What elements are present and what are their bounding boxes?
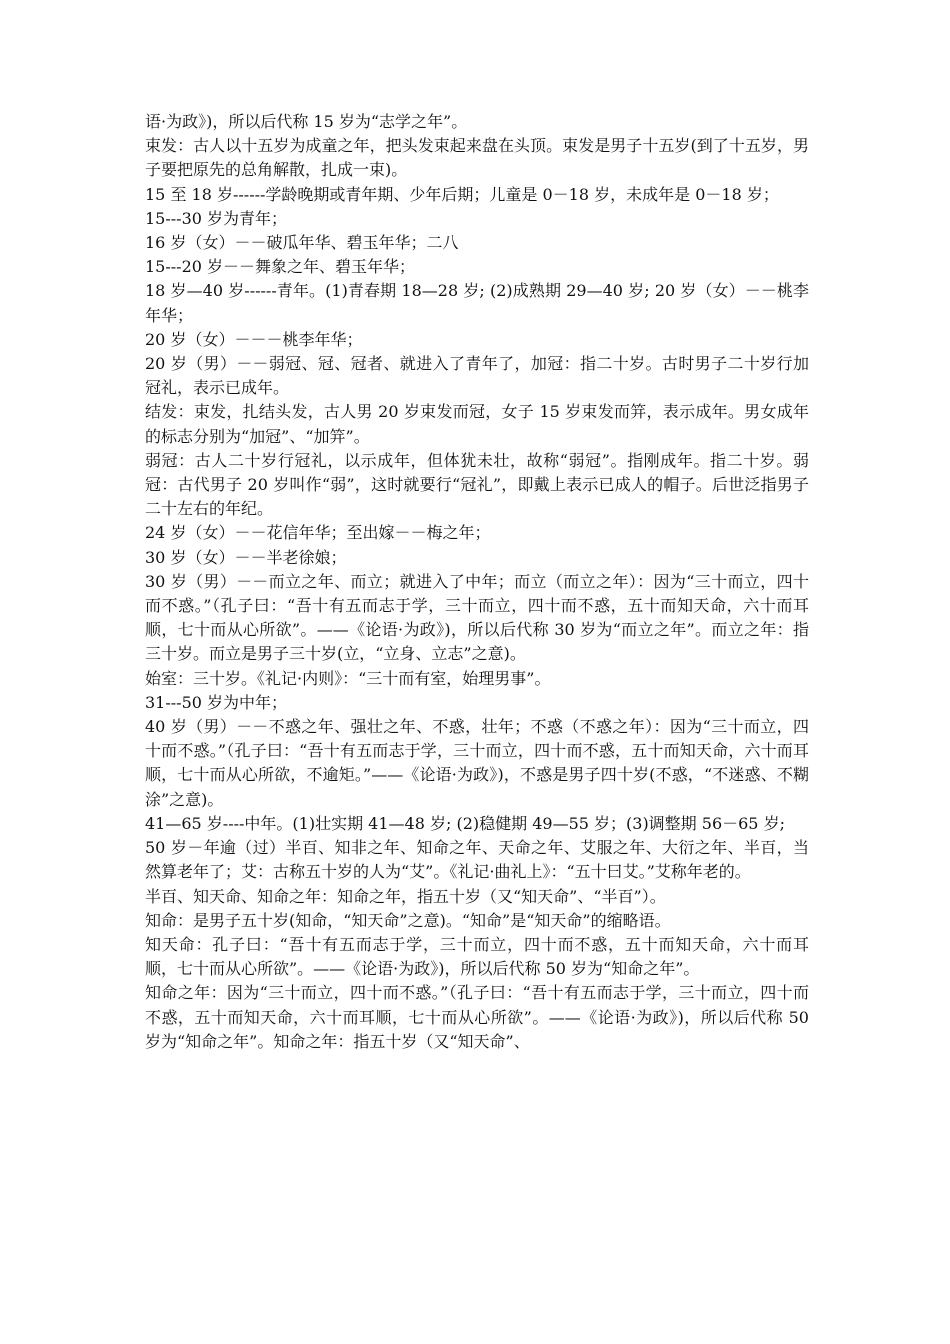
paragraph: 知命之年：因为“三十而立，四十而不惑。”（孔子曰：“吾十有五而志于学，三十而立，四十而不惑，五十而知天命，六十而耳顺，七十而从心所欲”。——《论语·为政》)，所以后代称 50 岁为“知命之年”。知命之年：指五十岁（又“知天命”、: [145, 983, 809, 1051]
paragraph: 50 岁－年逾（过）半百、知非之年、知命之年、天命之年、艾服之年、大衍之年、半百，当然算老年了；艾：古称五十岁的人为“艾”。《礼记·曲礼上》：“五十曰艾。”艾称年老的。: [145, 838, 809, 882]
document-body: [145, 110, 809, 1054]
paragraph: 31---50 岁为中年；: [145, 692, 288, 712]
paragraph: 40 岁（男）－－不惑之年、强壮之年、不惑，壮年；不惑（不惑之年）：因为“三十而立，四十而不惑。”（孔子曰：“吾十有五而志于学，三十而立，四十而不惑，五十而知天命，六十而耳顺，七十而从心所欲，不逾矩。”——《论语·为政》)，不惑是男子四十岁(不惑，“不迷惑、不糊涂”之意)。: [145, 717, 809, 809]
paragraph: 20 岁（女）－－－桃李年华；: [145, 329, 363, 349]
paragraph: 18 岁—40 岁------青年。(1)青春期 18—28 岁; (2)成熟期 29—40 岁; 20 岁（女）－－桃李年华；: [145, 281, 809, 325]
paragraph: 知天命：孔子曰：“吾十有五而志于学，三十而立，四十而不惑，五十而知天命，六十而耳顺，七十而从心所欲”。——《论语·为政》)，所以后代称 50 岁为“知命之年”。: [145, 934, 809, 979]
paragraph: 弱冠：古人二十岁行冠礼，以示成年，但体犹未壮，故称“弱冠”。指刚成年。指二十岁。弱冠：古代男子 20 岁叫作“弱”，这时就要行“冠礼”，即戴上表示已成人的帽子。后世泛指男子二十左右的年纪。: [145, 450, 809, 519]
paragraph: 30 岁（女）－－半老徐娘；: [145, 547, 347, 567]
paragraph: 知命：是男子五十岁(知命，“知天命”之意)。“知命”是“知天命”的缩略语。: [145, 910, 671, 930]
paragraph: 始室：三十岁。《礼记·内则》：“三十而有室，始理男事”。: [145, 668, 551, 688]
paragraph: 15---30 岁为青年；: [145, 208, 288, 228]
paragraph: 20 岁（男）－－弱冠、冠、冠者、就进入了青年了，加冠：指二十岁。古时男子二十岁行加冠礼，表示已成年。: [145, 354, 809, 398]
paragraph: 结发：束发，扎结头发，古人男 20 岁束发而冠，女子 15 岁束发而笄，表示成年。男女成年的标志分别为“加冠”、“加笄”。: [145, 402, 809, 446]
paragraph: 24 岁（女）－－花信年华；至出嫁－－梅之年；: [145, 523, 491, 543]
paragraph: 束发：古人以十五岁为成童之年，把头发束起来盘在头顶。束发是男子十五岁(到了十五岁，男子要把原先的总角解散，扎成一束)。: [145, 136, 809, 180]
paragraph: 30 岁（男）－－而立之年、而立；就进入了中年；而立（而立之年）：因为“三十而立，四十而不惑。”（孔子曰：“吾十有五而志于学，三十而立，四十而不惑，五十而知天命，六十而耳顺，七十而从心所欲”。——《论语·为政》)，所以后代称 30 岁为“而立之年”。而立之年：指三十岁。而立是男子三十岁(立，“立身、立志”之意)。: [145, 571, 809, 664]
paragraph: 15---20 岁－－舞象之年、碧玉年华；: [145, 257, 416, 277]
paragraph: 41—65 岁----中年。(1)壮实期 41—48 岁; (2)稳健期 49—55 岁；(3)调整期 56－65 岁;: [145, 813, 785, 833]
paragraph: 15 至 18 岁------学龄晚期或青年期、少年后期；儿童是 0－18 岁，未成年是 0－18 岁；: [145, 184, 779, 204]
paragraph: 半百、知天命、知命之年：知命之年，指五十岁（又“知天命”、“半百”）。: [145, 886, 666, 906]
paragraph: 16 岁（女）－－破瓜年华、碧玉年华；二八: [145, 233, 459, 253]
paragraph: 语·为政》)，所以后代称 15 岁为“志学之年”。: [145, 112, 468, 131]
